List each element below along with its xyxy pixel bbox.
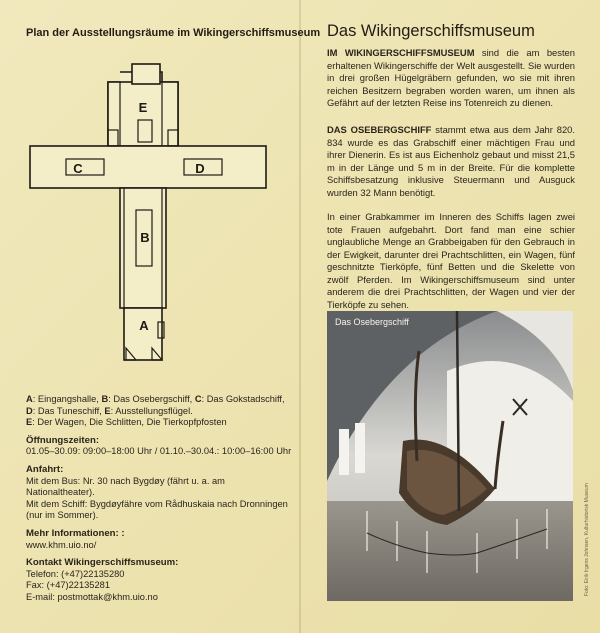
arrival-ship-note: (nur im Sommer). [26,510,99,521]
legend-key-e2: E [26,417,33,428]
intro-lead: IM WIKINGERSCHIFFSMUSEUM [327,47,475,58]
legend-key-a: A [26,394,33,404]
more-info-heading: Mehr Informationen: : [26,527,125,539]
contact-heading: Kontakt Wikingerschiffsmuseum: [26,557,179,569]
intro-text: sind die am besten erhaltenen Wikingerschiffe der Welt ausgestellt. Sie wurden in drei großen Hügelgräbern gefunden, wo sie mit ihren reichen Besitzern begraben worden waren, um ihnen als Gefährt auf der letzten Reise ins Totenreich zu dienen. [327,47,575,108]
arrival-ship: Mit dem Schiff: Bygdøyfähre vom Rådhuskaia nach Dronningen [26,498,288,509]
paragraph-intro [327,47,575,110]
museum-title: Das Wikingerschiffsmuseum [327,22,535,40]
arrival-heading: Anfahrt: [26,463,64,475]
arrival-bus: Mit dem Bus: Nr. 30 nach Bygdøy (fährt u. a. am Nationaltheater). [26,475,225,498]
contact [26,557,296,603]
legend-key-d: D [26,405,33,416]
more-info [26,528,296,551]
legend-text-b: : Das Osebergschiff, [108,394,195,404]
plan-label-d: D [195,161,205,176]
ship-photo-illustration [327,311,573,601]
fold-line [299,0,301,633]
legend-key-c: C [194,394,202,404]
plan-title: Plan der Ausstellungsräume im Wikingerschiffsmuseum [26,27,321,39]
hours-text: 01.05–30.09: 09:00–18:00 Uhr / 01.10.–30.04.: 10:00–16:00 Uhr [26,446,292,457]
hours-heading: Öffnungszeiten: [26,434,100,446]
legend-key-e: E [104,405,111,416]
legend-key-b: B [101,394,109,404]
arrival [26,464,296,522]
plan-label-c: C [73,161,83,176]
contact-phone: Telefon: (+47)22135280 [26,568,125,579]
floor-plan [28,60,268,370]
website-link[interactable]: www.khm.uio.no/ [26,539,97,550]
oseberg-photo [327,311,573,601]
plan-label-a: A [139,318,149,333]
legend-text-a: : Eingangshalle, [32,394,102,404]
legend-text-e: : Ausstellungsflügel. [110,405,193,416]
legend-text-d: : Das Tuneschiff, [32,405,105,416]
opening-hours [26,435,296,458]
paragraph-grave: In einer Grabkammer im Inneren des Schiffs lagen zwei tote Frauen aufgebahrt. Dort fand man eine schier unglaubliche Menge an Grabbeigaben für den Gebrauch in der Ewigkeit, darunter drei Prachtschlitten, ein Wagen, fünf geschnitzte Tierköpfe, fünf Betten und die Skelette von zwölf Pferden. Im Wikingerschiffsmuseum sind unter anderem die drei Prachtschlitten, der Wagen und vier der Tierköpfe zu sehen. [327,211,575,310]
plan-label-b: B [140,230,150,245]
legend [26,394,296,610]
contact-fax: Fax: (+47)22135281 [26,580,110,591]
legend-text-e2: : Der Wagen, Die Schlitten, Die Tierkopfpfosten [32,417,227,428]
contact-email[interactable]: E-mail: postmottak@khm.uio.no [26,591,158,602]
oseberg-lead: DAS OSEBERGSCHIFF [327,124,432,135]
paragraph-oseberg [327,124,575,199]
photo-caption: Das Osebergschiff [335,317,409,327]
photo-credit: Foto: Eirik Irgens Johnsen, Kulturhistorisk Museum [584,483,590,596]
plan-label-e: E [138,100,148,115]
oseberg-text: stammt etwa aus dem Jahr 820. 834 wurde es das Grabschiff einer mächtigen Frau und ihrer Dienerin. Es ist aus Eichenholz gebaut und misst 21,5 m in der Länge und 5 m in der Breite. Für die komplette Schiffsbesatzung inklusive Steuermann und Ausguck wurden 32 Mann benötigt. [327,124,575,198]
room-legend [26,394,296,429]
legend-text-c: : Das Gokstadschiff, [201,394,285,404]
